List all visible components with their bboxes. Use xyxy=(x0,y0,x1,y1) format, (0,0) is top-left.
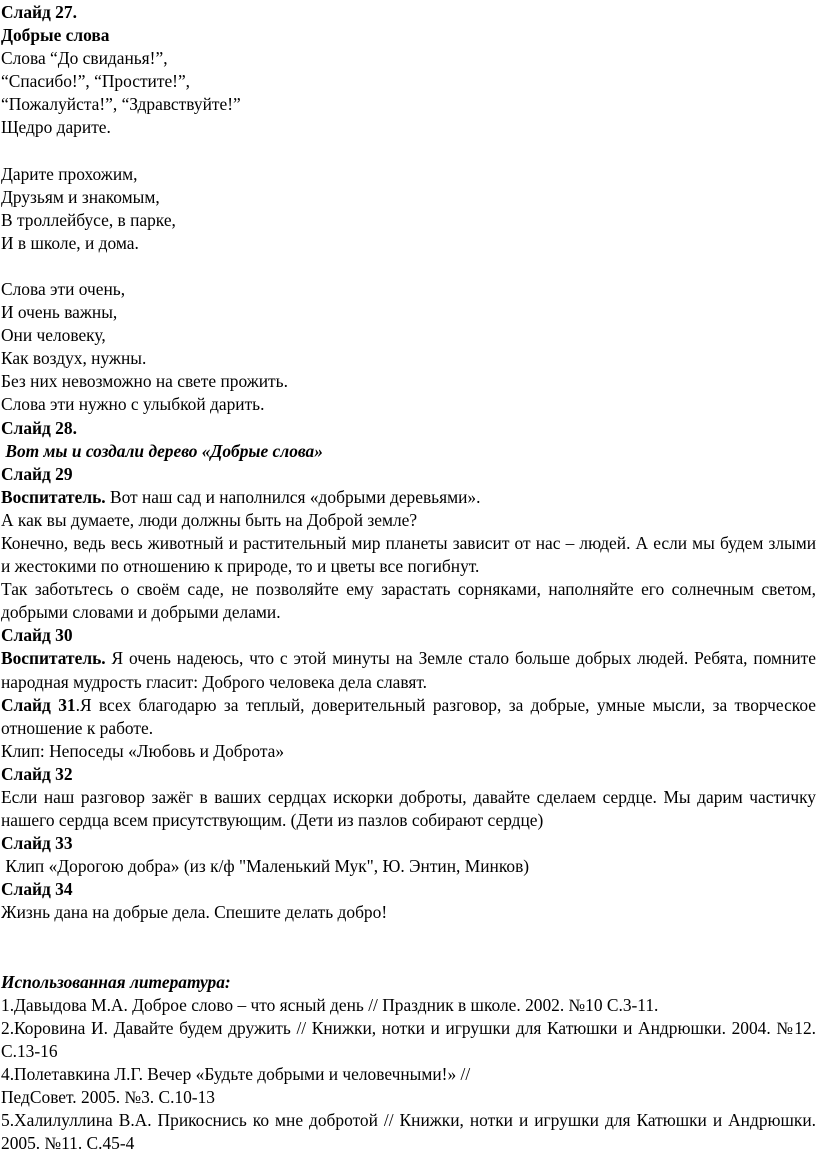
poem-line: В троллейбусе, в парке, xyxy=(1,209,176,230)
literature-item: 4.Полетавкина Л.Г. Вечер «Будьте добрыми и человечными!» // xyxy=(1,1063,471,1084)
poem-line: Слова эти нужно с улыбкой дарить. xyxy=(1,394,265,415)
clip-line: Клип: Непоседы «Любовь и Доброта» xyxy=(1,740,285,761)
slide-31-heading: Слайд 31 xyxy=(1,694,76,715)
speaker-label: Воспитатель. xyxy=(1,486,106,507)
slide-29-paragraph: А как вы думаете, люди должны быть на Доброй земле? xyxy=(1,509,418,530)
slide-30-paragraph xyxy=(1,647,816,693)
poem-title: Добрые слова xyxy=(1,25,110,46)
slide-29-paragraph: Конечно, ведь весь животный и растительный мир планеты зависит от нас – людей. А если мы будем злыми и жестокими по отношению к природе, то и цветы все погибнут. xyxy=(1,532,816,577)
slide-33-text: Клип «Дорогою добра» (из к/ф "Маленький Мук", Ю. Энтин, Минков) xyxy=(1,856,530,877)
poem-line: Они человеку, xyxy=(1,325,106,346)
slide-29-paragraph: Так заботьтесь о своём саде, не позволяйте ему зарастать сорняками, наполняйте его солнечным светом, добрыми словами и добрыми делами. xyxy=(1,579,816,623)
slide-31-paragraph xyxy=(1,694,816,740)
literature-item: 1.Давыдова М.А. Доброе слово – что ясный день // Праздник в школе. 2002. №10 С.3-11. xyxy=(1,994,659,1015)
poem-line: И в школе, и дома. xyxy=(1,232,139,253)
slide-32-heading: Слайд 32 xyxy=(1,763,73,784)
literature-item: 2.Коровина И. Давайте будем дружить // Книжки, нотки и игрушки для Катюшки и Андрюшки. 2004. №12. С.13-16 xyxy=(1,1017,816,1061)
poem-line: Щедро дарите. xyxy=(1,117,111,138)
slide-33-heading: Слайд 33 xyxy=(1,833,73,854)
paragraph-text: Вот наш сад и наполнился «добрыми деревьями». xyxy=(105,486,481,507)
stanza-gap xyxy=(1,140,816,163)
poem-line: Слова “До свиданья!”, xyxy=(1,48,168,69)
slide-32-paragraph: Если наш разговор зажёг в ваших сердцах искорки доброты, давайте сделаем сердце. Мы дарим частичку нашего сердца всем присутствующим. (Дети из пазлов собирают сердце) xyxy=(1,787,816,831)
poem-line: Друзьям и знакомым, xyxy=(1,186,160,207)
slide-27-heading: Слайд 27. xyxy=(1,2,77,22)
poem-line: “Спасибо!”, “Простите!”, xyxy=(1,71,191,92)
section-gap xyxy=(1,925,816,971)
slide-34-text: Жизнь дана на добрые дела. Спешите делать добро! xyxy=(1,902,388,923)
poem-line: Как воздух, нужны. xyxy=(1,348,147,369)
poem-line: Дарите прохожим, xyxy=(1,163,138,184)
slide-29-heading: Слайд 29 xyxy=(1,463,73,484)
slide-29-paragraph xyxy=(1,486,816,509)
slide-28-heading: Слайд 28. xyxy=(1,417,77,438)
literature-heading: Использованная литература: xyxy=(1,971,231,992)
slide-30-heading: Слайд 30 xyxy=(1,625,73,646)
speaker-label: Воспитатель. xyxy=(1,648,106,669)
poem-line: Без них невозможно на свете прожить. xyxy=(1,371,288,392)
paragraph-text: .Я всех благодарю за теплый, доверительный разговор, за добрые, умные мысли, за творческое отношение к работе. xyxy=(1,694,816,738)
poem-line: И очень важны, xyxy=(1,302,118,323)
document-page xyxy=(1,1,816,1155)
slide-28-text: Вот мы и создали дерево «Добрые слова» xyxy=(1,440,323,461)
slide-34-heading: Слайд 34 xyxy=(1,879,73,900)
literature-item: 5.Халилуллина В.А. Прикоснись ко мне добротой // Книжки, нотки и игрушки для Катюшки и Андрюшки. 2005. №11. С.45-4 xyxy=(1,1110,816,1154)
literature-item: ПедСовет. 2005. №3. С.10-13 xyxy=(1,1087,215,1108)
paragraph-text: Я очень надеюсь, что с этой минуты на Земле стало больше добрых людей. Ребята, помните народная мудрость гласит: Доброго человека дела славят. xyxy=(1,648,816,692)
poem-line: “Пожалуйста!”, “Здравствуйте!” xyxy=(1,94,241,115)
stanza-gap xyxy=(1,255,816,278)
poem-line: Слова эти очень, xyxy=(1,278,126,299)
